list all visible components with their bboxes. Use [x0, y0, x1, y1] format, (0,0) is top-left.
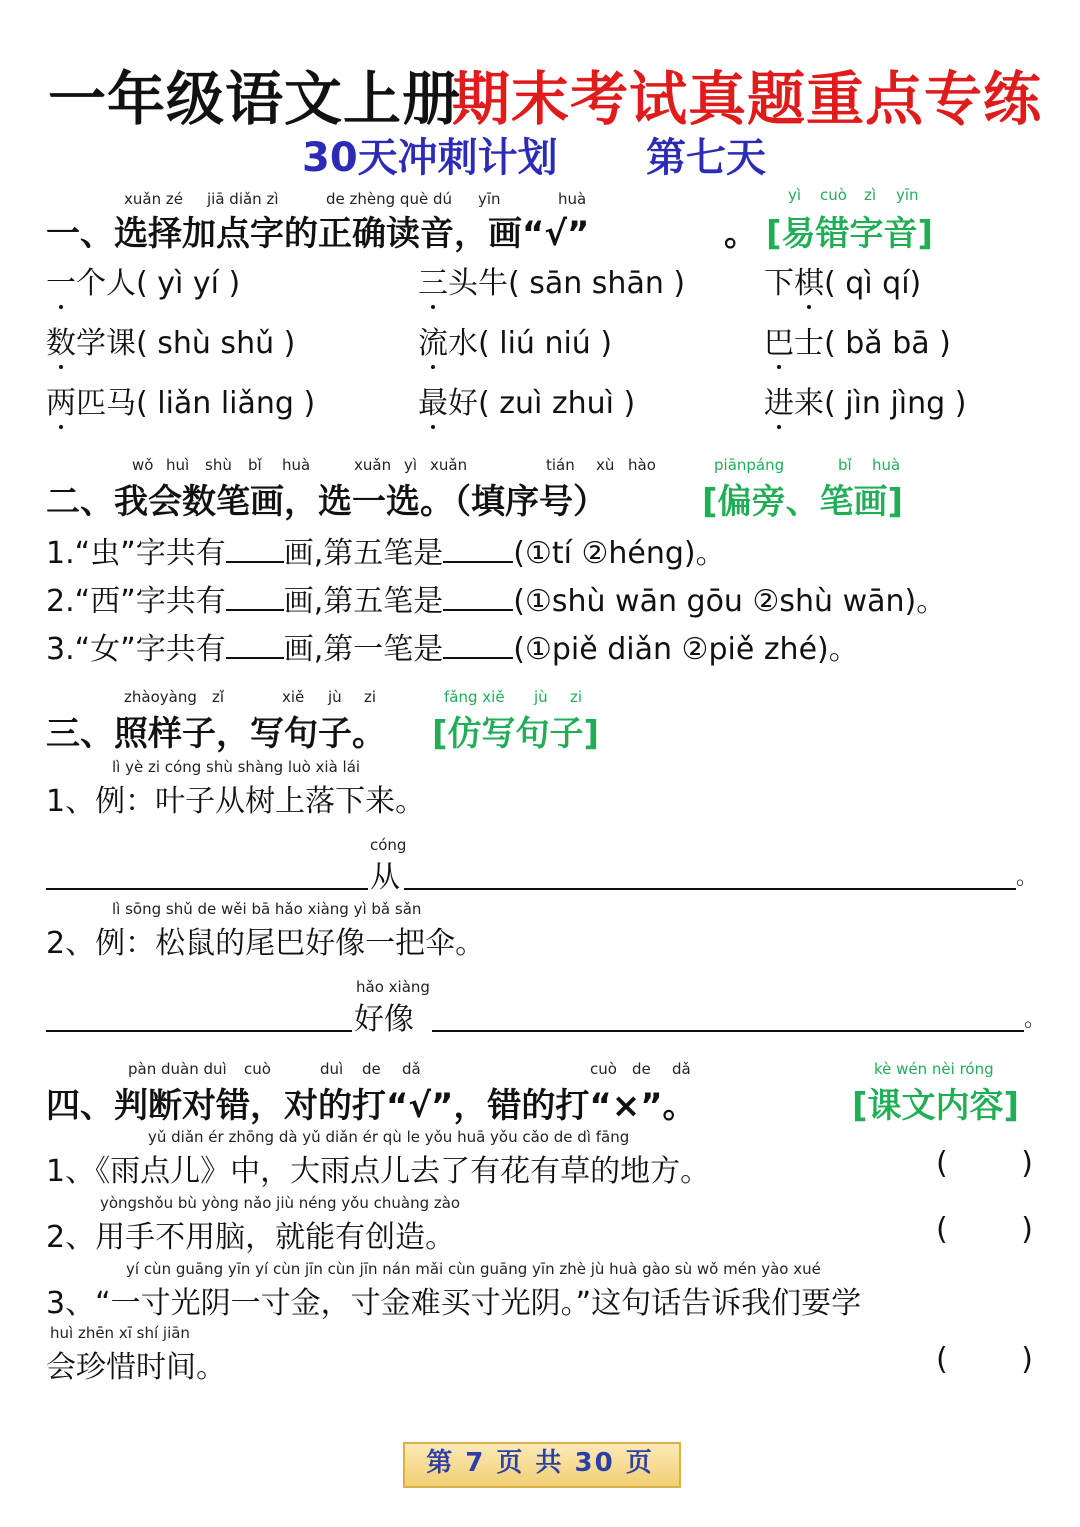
pinyin: zǐ [212, 688, 225, 706]
answer-blank[interactable] [226, 631, 284, 659]
pinyin-choices[interactable]: ( sān shān ) [508, 266, 686, 301]
section-heading: 四、判断对错，对的打“√”，错的打“×”。 [46, 1086, 697, 1126]
pinyin-choices[interactable]: ( liú niú ) [478, 326, 613, 361]
plan-subtitle: 30天冲刺计划 [302, 135, 558, 181]
sentence-end: 。 [1016, 865, 1039, 890]
pinyin: yīn [896, 186, 919, 204]
answer-line[interactable] [46, 1030, 352, 1032]
answer-blank[interactable] [226, 583, 284, 611]
pronunciation-item: 两匹马( liǎn liǎng ) [46, 386, 316, 421]
pinyin-choices[interactable]: ( liǎn liǎng ) [136, 386, 316, 421]
pinyin-line: huì zhēn xī shí jiān [50, 1324, 190, 1342]
pinyin-choices[interactable]: ( yì yí ) [136, 266, 241, 301]
pinyin: wǒ [132, 456, 154, 474]
page-title: 一年级语文上册 [48, 65, 462, 133]
pinyin: xuǎn zé [124, 190, 183, 208]
answer-line[interactable] [46, 888, 368, 890]
judgment-question-continued: 会珍惜时间。 [46, 1350, 226, 1385]
pinyin: tián [546, 456, 575, 474]
pinyin: kè wén nèi róng [874, 1060, 994, 1078]
answer-blank[interactable] [226, 535, 284, 563]
pinyin: huà [282, 456, 311, 474]
answer-line[interactable] [432, 1030, 1024, 1032]
stroke-question: 3.“女”字共有 画,第一笔是 (①piě diǎn ②piě zhé)。 [46, 632, 859, 667]
page-number: 第 7 页 共 30 页 [426, 1448, 654, 1478]
pinyin-line: yí cùn guāng yīn yí cùn jīn cùn jīn nán mǎi cùn guāng yīn zhè jù huà gào sù wǒ mén yào xué [126, 1260, 821, 1278]
stroke-question: 1.“虫”字共有 画,第五笔是 (①tí ②héng)。 [46, 536, 726, 571]
pinyin: de [362, 1060, 381, 1078]
pinyin: huà [872, 456, 901, 474]
pronunciation-item: 最好( zuì zhuì ) [418, 386, 636, 421]
pinyin: pàn duàn duì [128, 1060, 227, 1078]
pinyin-choices[interactable]: ( bǎ bā ) [824, 326, 951, 361]
pinyin: huà [558, 190, 587, 208]
pinyin: jù [328, 688, 342, 706]
pinyin-line: lì yè zi cóng shù shàng luò xià lái [112, 758, 361, 776]
pinyin: huì [166, 456, 190, 474]
section-tag: [仿写句子] [432, 714, 600, 754]
answer-parentheses[interactable]: ( ) [936, 1342, 1065, 1377]
pinyin: cuò [244, 1060, 271, 1078]
pinyin: zi [570, 688, 583, 706]
pinyin: cuò [820, 186, 847, 204]
section-tag: [易错字音] [766, 214, 934, 254]
answer-blank[interactable] [443, 631, 513, 659]
pinyin: bǐ [838, 456, 852, 474]
pinyin-choices[interactable]: ( jìn jìng ) [824, 386, 967, 421]
judgment-question: 2、用手不用脑，就能有创造。 [46, 1220, 456, 1255]
pinyin: hào [628, 456, 656, 474]
pinyin-choices[interactable]: ( qì qí) [824, 266, 922, 301]
section-tag: [偏旁、笔画] [702, 482, 904, 522]
example-sentence: 1、例：叶子从树上落下来。 [46, 784, 426, 819]
page-title-highlight: 期末考试真题重点专练 [452, 65, 1043, 133]
pinyin: piānpáng [714, 456, 785, 474]
pinyin-line: yòngshǒu bù yòng nǎo jiù néng yǒu chuàng zào [100, 1194, 461, 1212]
pinyin-line: lì sōng shǔ de wěi bā hǎo xiàng yì bǎ sǎn [112, 900, 422, 918]
answer-parentheses[interactable]: ( ) [936, 1146, 1065, 1181]
pronunciation-item: 流水( liú niú ) [418, 326, 613, 361]
pinyin: dǎ [402, 1060, 421, 1078]
hint-word: 从 [370, 860, 400, 895]
day-subtitle: 第七天 [646, 135, 766, 181]
pinyin: duì [320, 1060, 344, 1078]
pinyin: yīn [478, 190, 501, 208]
pinyin: zhàoyàng [124, 688, 197, 706]
pinyin: de [632, 1060, 651, 1078]
section-tag: [课文内容] [852, 1086, 1020, 1126]
pinyin: jiā diǎn zì [207, 190, 279, 208]
judgment-question: 3、“一寸光阴一寸金，寸金难买寸光阴。”这句话告诉我们要学 [46, 1286, 862, 1321]
pinyin: de zhèng què dú [326, 190, 452, 208]
sentence-end: 。 [1024, 1007, 1047, 1032]
pinyin: yì [788, 186, 802, 204]
pronunciation-item: 三头牛( sān shān ) [418, 266, 686, 301]
pinyin: zi [364, 688, 377, 706]
pronunciation-item: 数学课( shù shǔ ) [46, 326, 296, 361]
answer-blank[interactable] [443, 535, 513, 563]
pinyin: zì [864, 186, 877, 204]
section-heading-end: 。 [724, 214, 758, 254]
pinyin: shù [205, 456, 232, 474]
pinyin: hǎo xiàng [356, 978, 430, 996]
pinyin: dǎ [672, 1060, 691, 1078]
pronunciation-item: 巴士( bǎ bā ) [764, 326, 951, 361]
pronunciation-item: 进来( jìn jìng ) [764, 386, 967, 421]
example-sentence: 2、例：松鼠的尾巴好像一把伞。 [46, 926, 486, 961]
section-heading: 三、照样子，写句子。 [46, 714, 386, 754]
pinyin: fǎng xiě [444, 688, 505, 706]
stroke-question: 2.“西”字共有 画,第五笔是 (①shù wān gōu ②shù wān)。 [46, 584, 947, 619]
pronunciation-item: 一个人( yì yí ) [46, 266, 241, 301]
pinyin: cuò [590, 1060, 617, 1078]
pinyin-choices[interactable]: ( shù shǔ ) [136, 326, 296, 361]
pinyin-choices[interactable]: ( zuì zhuì ) [478, 386, 636, 421]
pinyin: xuǎn [430, 456, 468, 474]
answer-blank[interactable] [443, 583, 513, 611]
answer-parentheses[interactable]: ( ) [936, 1212, 1065, 1247]
pronunciation-item: 下棋( qì qí) [764, 266, 922, 301]
pinyin-line: yǔ diǎn ér zhōng dà yǔ diǎn ér qù le yǒu huā yǒu cǎo de dì fāng [148, 1128, 630, 1146]
pinyin: yì [404, 456, 418, 474]
pinyin: jù [534, 688, 548, 706]
section-heading: 一、选择加点字的正确读音，画“√” [46, 214, 590, 254]
pinyin: xiě [282, 688, 305, 706]
judgment-question: 1、《雨点儿》中，大雨点儿去了有花有草的地方。 [46, 1154, 711, 1189]
pinyin: bǐ [248, 456, 262, 474]
pinyin: cóng [370, 836, 407, 854]
pinyin: xuǎn [354, 456, 392, 474]
pinyin: xù [596, 456, 615, 474]
section-heading: 二、我会数笔画，选一选。（填序号） [46, 482, 607, 522]
hint-word: 好像 [354, 1002, 414, 1037]
answer-line[interactable] [404, 888, 1016, 890]
